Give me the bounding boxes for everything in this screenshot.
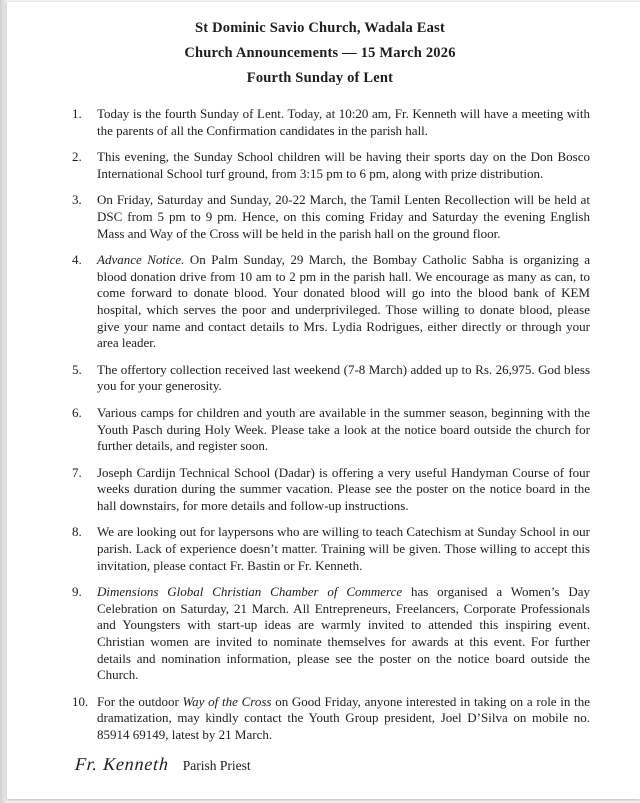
text-segment: Joseph Cardijn Technical School (Dadar) is offering a very useful Handyman Course of four weeks duration during the summer vacation. Please see the poster on the notice board in the hall downstairs, for more details and follow-up instructions. — [97, 464, 590, 513]
item-text — [97, 405, 590, 455]
item-text — [97, 694, 590, 744]
announcement-item — [72, 405, 590, 455]
text-segment: We are looking out for laypersons who are willing to teach Catechism at Sunday School in our parish. Lack of experience doesn’t matter. Training will be given. Those willing to accept this invitation, please contact Fr. Bastin or Fr. Kenneth. — [97, 524, 590, 573]
item-text — [97, 524, 590, 574]
item-number: 8. — [72, 524, 82, 540]
signature-block — [75, 754, 590, 775]
item-number: 10. — [72, 693, 89, 709]
church-name-title: St Dominic Savio Church, Wadala East — [195, 20, 445, 36]
announcement-item — [72, 524, 590, 574]
item-number: 9. — [72, 584, 82, 600]
liturgical-sunday-title: Fourth Sunday of Lent — [246, 70, 394, 86]
announcement-item — [72, 192, 590, 242]
item-number: 2. — [72, 149, 82, 165]
announcement-list — [72, 106, 590, 744]
announcement-item — [72, 106, 590, 139]
text-segment: Today is the fourth Sunday of Lent. Today, at 10:20 am, Fr. Kenneth will have a meeting with the parents of all the Confirmation candidates in the parish hall. — [97, 106, 590, 138]
announcement-item — [72, 584, 590, 684]
signature-role: Parish Priest — [182, 757, 251, 773]
item-number: 3. — [72, 192, 82, 208]
text-segment: has organised a Women’s Day Celebration on Saturday, 21 March. All Entrepreneurs, Freelancers, Corporate Professionals and Youngsters with start-up ideas are warmly invited to attended this inspiring event. Christian women are invited to nominate themselves for awards at this event. For further details and nomination information, please see the poster on the notice board outside the Church. — [97, 584, 590, 683]
italic-phrase: Way of the Cross — [182, 693, 272, 709]
item-text — [97, 362, 590, 395]
item-number: 5. — [72, 361, 82, 377]
item-text — [97, 252, 590, 352]
item-text — [97, 465, 590, 515]
announcements-date-title: Church Announcements — 15 March 2026 — [184, 45, 456, 61]
text-segment: This evening, the Sunday School children will be having their sports day on the Don Bosco International School turf ground, from 3:15 pm to 6 pm, along with prize distribution. — [97, 149, 590, 181]
item-text — [97, 149, 590, 182]
item-number: 4. — [72, 252, 82, 268]
item-text — [97, 192, 590, 242]
text-segment: on Good Friday, anyone interested in taking on a role in the dramatization, may kindly contact the Youth Group president, Joel D’Silva on mobile no. 85914 69149, latest by 21 March. — [97, 693, 591, 742]
item-number: 7. — [72, 464, 82, 480]
announcement-item — [72, 149, 590, 182]
text-segment: Various camps for children and youth are available in the summer season, beginning with the Youth Pasch during Holy Week. Please take a look at the notice board outside the church for further details, and register soon. — [97, 404, 590, 454]
item-text — [97, 106, 590, 139]
announcement-item — [72, 694, 590, 744]
announcement-item — [72, 465, 590, 515]
signature-name: Fr. Kenneth — [74, 753, 170, 774]
italic-phrase: Dimensions Global Christian Chamber of Commerce — [97, 584, 403, 600]
document-page — [7, 2, 640, 799]
text-segment: On Palm Sunday, 29 March, the Bombay Catholic Sabha is organizing a blood donation drive from 10 am to 2 pm in the parish hall. We encourage as many as can, to come forward to donate blood. Your donated blood will go into the blood bank of KEM hospital, which serves the poor and underprivileged. Those willing to donate blood, please give your name and contact details to Mrs. Lydia Rodrigues, either directly or through your area leader. — [97, 252, 590, 351]
text-segment: On Friday, Saturday and Sunday, 20-22 March, the Tamil Lenten Recollection will be held at DSC from 5 pm to 9 pm. Hence, on this coming Friday and Saturday the evening English Mass and Way of the Cross will be held in the parish hall on the ground floor. — [97, 192, 590, 241]
item-number: 6. — [72, 404, 82, 420]
announcement-item — [72, 252, 590, 352]
document-header — [50, 16, 590, 91]
italic-phrase: Advance Notice. — [97, 252, 185, 268]
item-text — [97, 584, 590, 684]
item-number: 1. — [72, 106, 82, 121]
text-segment: For the outdoor — [97, 693, 183, 709]
text-segment: The offertory collection received last weekend (7-8 March) added up to Rs. 26,975. God bless you for your generosity. — [97, 361, 590, 394]
announcement-item — [72, 362, 590, 395]
